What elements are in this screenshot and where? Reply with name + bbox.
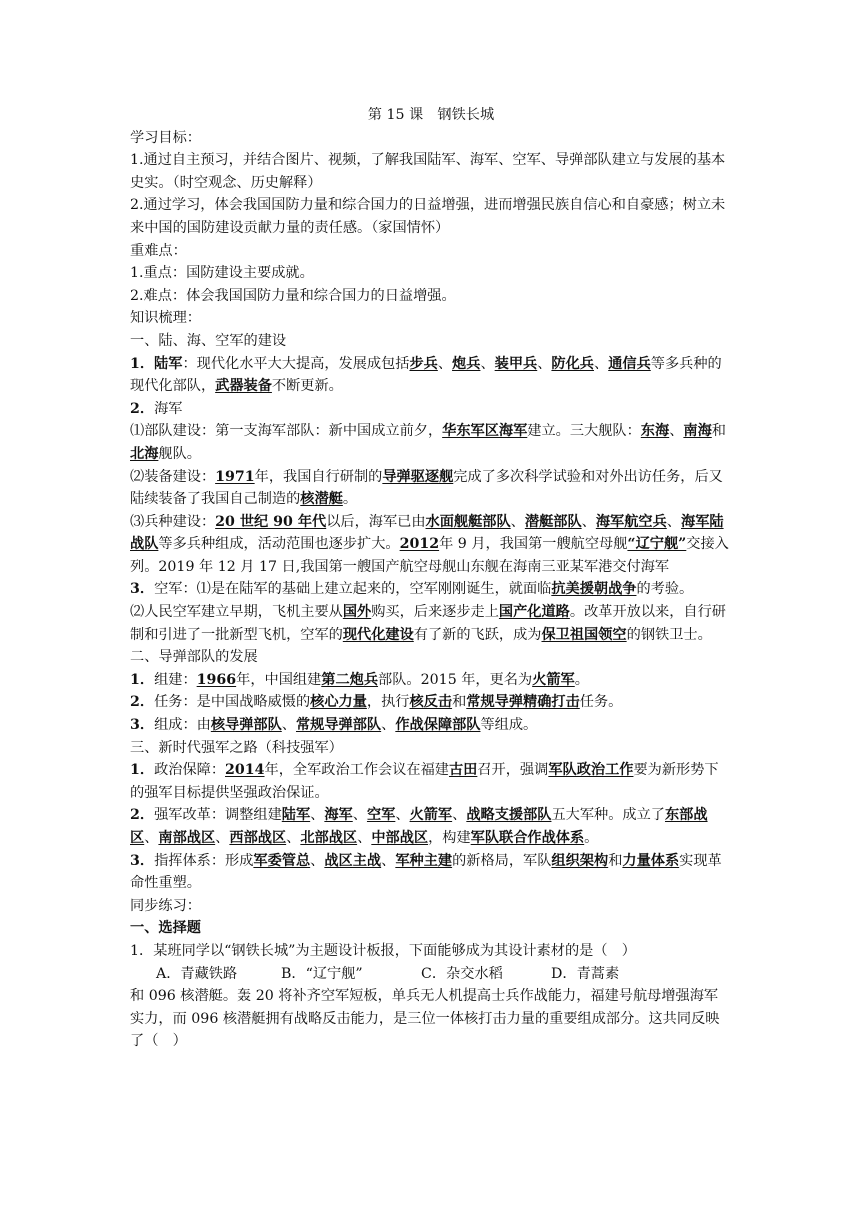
key-points-heading: 重难点： xyxy=(130,242,187,259)
keyword: 北海 xyxy=(130,445,159,462)
question-2: 和 096 核潜艇。轰 20 将补齐空军短板，单兵无人机提高士兵作战能力，福建号航母增强海军实力，而 096 核潜艇拥有战略反击能力，是三位一体核打击力量的重要组成部分。这共同反映了（ ） xyxy=(130,988,720,1050)
keyword: 组织架构 xyxy=(551,852,609,869)
keyword: 军队联合作战体系 xyxy=(470,830,585,846)
navy-item-2: ⑵装备建设：1971年，我国自行研制的导弹驱逐舰完成了多次科学试验和对外出访任务，后又陆续装备了我国自己制造的核潜艇。 xyxy=(130,468,723,508)
keyword: 常规导弹精确打击 xyxy=(466,694,580,711)
navy-item-3: ⑶兵种建设：20 世纪 90 年代以后，海军已由水面舰艇部队、潜艇部队、海军航空兵、海军陆战队等多兵种组成，活动范围也逐步扩大。2012年 9 月，我国第一艘航空母舰“辽宁舰”交接入列。2019 年 12 月 17 日,我国第一艘国产航空母舰山东舰在海南三亚某军港交付海军 xyxy=(130,513,729,575)
section-2-heading: 二、导弹部队的发展 xyxy=(130,649,258,666)
keyword: 保卫祖国领空 xyxy=(541,626,627,643)
keyword: 潜艇部队 xyxy=(524,513,582,530)
keyword: 北部战区 xyxy=(300,830,358,846)
keyword: 东海 xyxy=(640,423,670,440)
keyword: 战略支援部队 xyxy=(466,807,552,824)
keyword: 海军陆战队 xyxy=(130,513,724,553)
navy-heading: 2．海军 xyxy=(130,400,183,417)
keyword: 中部战区 xyxy=(371,830,429,846)
section-3-heading: 三、新时代强军之路（科技强军） xyxy=(130,739,343,756)
keyword: 常规导弹部队 xyxy=(295,717,382,734)
keyword: 军队政治工作 xyxy=(548,762,634,779)
option-d: D．青蒿素 xyxy=(551,965,620,982)
practice-heading: 同步练习： xyxy=(130,897,201,914)
keyword: 炮兵 xyxy=(452,355,481,372)
question-1-options xyxy=(130,963,732,986)
keyword: 空军 xyxy=(366,807,396,824)
keyword: 南部战区 xyxy=(158,830,216,846)
keyword: 海军 xyxy=(324,807,353,824)
keyword: 核反击 xyxy=(409,694,453,711)
keyword: 东部战区 xyxy=(130,807,708,846)
objective-2: 2.通过学习，体会我国国防力量和综合国力的日益增强，进而增强民族自信心和自豪感；树立未来中国的国防建设贡献力量的责任感。（家国情怀） xyxy=(130,197,726,236)
keyword: 西部战区 xyxy=(229,830,287,846)
keyword: 海军航空兵 xyxy=(595,513,667,530)
knowledge-heading: 知识梳理： xyxy=(130,310,201,327)
new-era-item-2: 2．强军改革：调整组建陆军、海军、空军、火箭军、战略支援部队五大军种。成立了东部战区、南部战区、西部战区、北部战区、中部战区，构建军队联合作战体系。 xyxy=(130,807,708,846)
keyword: 军种主建 xyxy=(395,852,453,869)
missile-item-2: 2．任务：是中国战略威慑的核心力量，执行核反击和常规导弹精确打击任务。 xyxy=(130,694,623,711)
keyword: 力量体系 xyxy=(622,852,680,869)
keyword: 1966 xyxy=(196,671,237,688)
keyword: 核导弹部队 xyxy=(210,717,282,734)
keyword: 1971 xyxy=(215,468,255,485)
air-item-2: ⑵人民空军建立早期，飞机主要从国外购买，后来逐步走上国产化道路。改革开放以来，自行研制和引进了一批新型飞机，空军的现代化建设有了新的飞跃，成为保卫祖国领空的钢铁卫士。 xyxy=(130,604,726,643)
option-b: B．“辽宁舰” xyxy=(281,965,363,982)
keyword: 现代化建设 xyxy=(342,626,414,643)
keyword: 军委管总 xyxy=(253,852,311,869)
keyword: 第二炮兵 xyxy=(321,671,379,688)
keyword: 核心力量 xyxy=(310,694,367,711)
keyword: “辽宁舰” xyxy=(627,536,687,553)
section-1-heading: 一、陆、海、空军的建设 xyxy=(130,332,287,349)
army-paragraph: 1．陆军：现代化水平大大提高，发展成包括步兵、炮兵、装甲兵、防化兵、通信兵等多兵种的现代化部队，武器装备不断更新。 xyxy=(130,355,722,395)
objectives-heading: 学习目标： xyxy=(130,129,201,146)
keyword: 通信兵 xyxy=(608,355,651,372)
keyword: 火箭军 xyxy=(532,671,575,688)
key-point-1: 1.重点：国防建设主要成就。 xyxy=(130,265,314,282)
lesson-title: 第 15 课 钢铁长城 xyxy=(367,107,495,123)
option-a: A．青藏铁路 xyxy=(156,965,238,982)
keyword: 步兵 xyxy=(409,355,438,372)
army-label: 1．陆军 xyxy=(130,355,183,372)
keyword: 核潜艇 xyxy=(300,491,343,508)
keyword: 国产化道路 xyxy=(498,604,570,621)
keyword: 国外 xyxy=(342,604,372,621)
keyword: 南海 xyxy=(683,423,712,440)
new-era-item-3: 3．指挥体系：形成军委管总、战区主战、军种主建的新格局，军队组织架构和力量体系实现革命性重塑。 xyxy=(130,852,722,892)
keyword: 华东军区海军 xyxy=(442,423,528,440)
keyword: 武器装备 xyxy=(215,378,272,395)
keyword: 水面舰艇部队 xyxy=(425,513,511,530)
option-c: C．杂交水稻 xyxy=(421,965,503,982)
keyword: 火箭军 xyxy=(409,807,453,824)
keyword: 战区主战 xyxy=(324,852,382,869)
missile-item-3: 3．组成：由核导弹部队、常规导弹部队、作战保障部队等组成。 xyxy=(130,717,538,734)
keyword: 2014 xyxy=(225,762,265,779)
question-1: 1．某班同学以“钢铁长城”为主题设计板报，下面能够成为其设计素材的是（ ） xyxy=(130,942,636,959)
keyword: 2012 xyxy=(399,536,440,553)
keyword: 导弹驱逐舰 xyxy=(382,468,454,485)
new-era-item-1: 1．政治保障：2014年，全军政治工作会议在福建古田召开，强调军队政治工作要为新形势下的强军目标提供坚强政治保证。 xyxy=(130,762,719,801)
document-page xyxy=(130,104,732,1053)
missile-item-1: 1．组建：1966年，中国组建第二炮兵部队。2015 年，更名为火箭军。 xyxy=(130,671,589,688)
keyword: 防化兵 xyxy=(551,355,594,372)
keyword: 装甲兵 xyxy=(494,355,538,372)
keyword: 陆军 xyxy=(281,807,311,824)
choice-section-heading: 一、选择题 xyxy=(130,920,201,937)
keyword: 古田 xyxy=(448,762,478,779)
objective-1: 1.通过自主预习，并结合图片、视频，了解我国陆军、海军、空军、导弹部队建立与发展的基本史实。（时空观念、历史解释） xyxy=(130,152,726,191)
key-point-2: 2.难点：体会我国国防力量和综合国力的日益增强。 xyxy=(130,287,456,304)
keyword: 作战保障部队 xyxy=(395,717,481,734)
navy-item-1: ⑴部队建设：第一支海军部队：新中国成立前夕，华东军区海军建立。三大舰队：东海、南海和北海舰队。 xyxy=(130,423,726,462)
air-item-1: 3．空军：⑴是在陆军的基础上建立起来的，空军刚刚诞生，就面临抗美援朝战争的考验。 xyxy=(130,581,694,598)
keyword: 20 世纪 90 年代 xyxy=(215,513,327,530)
keyword: 抗美援朝战争 xyxy=(551,581,637,598)
